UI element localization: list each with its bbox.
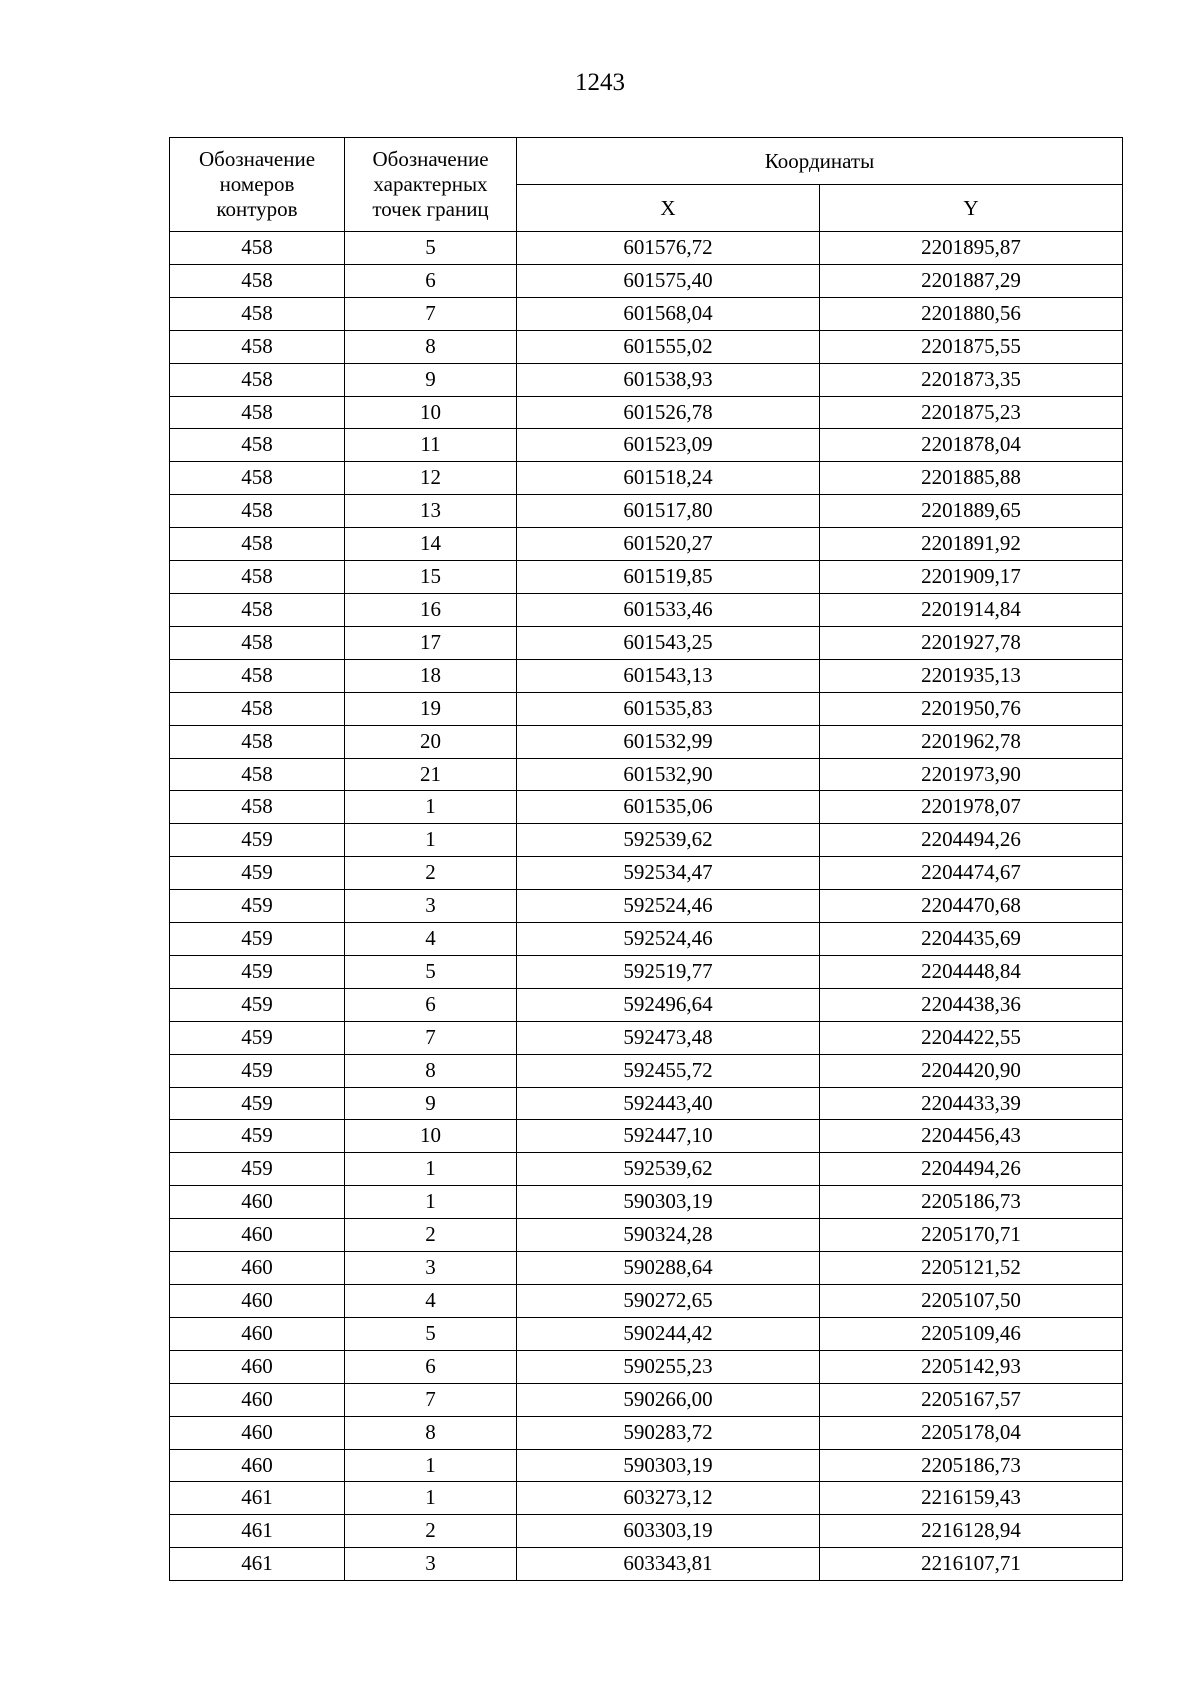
table-row <box>170 1021 1123 1054</box>
cell-y: 2204470,68 <box>820 890 1123 923</box>
table-row <box>170 1219 1123 1252</box>
table-row <box>170 330 1123 363</box>
cell-contour-number: 459 <box>170 1153 345 1186</box>
cell-x: 601532,90 <box>517 758 820 791</box>
cell-y: 2204433,39 <box>820 1087 1123 1120</box>
cell-y: 2201875,55 <box>820 330 1123 363</box>
header-line: характерных <box>373 172 488 196</box>
cell-contour-number: 458 <box>170 659 345 692</box>
table-row <box>170 659 1123 692</box>
table-row <box>170 955 1123 988</box>
table-body <box>170 232 1123 1581</box>
cell-y: 2204474,67 <box>820 857 1123 890</box>
cell-y: 2216128,94 <box>820 1515 1123 1548</box>
cell-y: 2204448,84 <box>820 955 1123 988</box>
cell-x: 601518,24 <box>517 462 820 495</box>
cell-x: 601555,02 <box>517 330 820 363</box>
cell-point-number: 1 <box>345 824 517 857</box>
cell-y: 2201962,78 <box>820 725 1123 758</box>
cell-x: 601543,13 <box>517 659 820 692</box>
cell-x: 592455,72 <box>517 1054 820 1087</box>
cell-contour-number: 458 <box>170 232 345 265</box>
cell-point-number: 11 <box>345 429 517 462</box>
cell-point-number: 5 <box>345 232 517 265</box>
cell-y: 2205107,50 <box>820 1285 1123 1318</box>
cell-point-number: 2 <box>345 1515 517 1548</box>
cell-point-number: 10 <box>345 1120 517 1153</box>
cell-y: 2201895,87 <box>820 232 1123 265</box>
cell-point-number: 7 <box>345 297 517 330</box>
cell-contour-number: 459 <box>170 923 345 956</box>
cell-x: 592443,40 <box>517 1087 820 1120</box>
cell-x: 601532,99 <box>517 725 820 758</box>
cell-y: 2204422,55 <box>820 1021 1123 1054</box>
cell-y: 2205170,71 <box>820 1219 1123 1252</box>
table-row <box>170 1120 1123 1153</box>
cell-point-number: 1 <box>345 1449 517 1482</box>
cell-contour-number: 460 <box>170 1219 345 1252</box>
cell-contour-number: 458 <box>170 495 345 528</box>
table-row <box>170 462 1123 495</box>
table-row <box>170 1350 1123 1383</box>
cell-contour-number: 460 <box>170 1252 345 1285</box>
table-row <box>170 725 1123 758</box>
cell-point-number: 8 <box>345 330 517 363</box>
cell-contour-number: 460 <box>170 1449 345 1482</box>
cell-contour-number: 458 <box>170 528 345 561</box>
cell-point-number: 20 <box>345 725 517 758</box>
cell-point-number: 8 <box>345 1416 517 1449</box>
cell-contour-number: 460 <box>170 1350 345 1383</box>
table-row <box>170 1317 1123 1350</box>
cell-y: 2201978,07 <box>820 791 1123 824</box>
table-row <box>170 1449 1123 1482</box>
cell-point-number: 5 <box>345 955 517 988</box>
cell-x: 601519,85 <box>517 561 820 594</box>
cell-contour-number: 458 <box>170 363 345 396</box>
cell-y: 2201875,23 <box>820 396 1123 429</box>
cell-x: 601535,83 <box>517 692 820 725</box>
cell-x: 592519,77 <box>517 955 820 988</box>
cell-point-number: 3 <box>345 1548 517 1581</box>
cell-contour-number: 458 <box>170 593 345 626</box>
table-row <box>170 1548 1123 1581</box>
cell-contour-number: 460 <box>170 1285 345 1318</box>
cell-y: 2201909,17 <box>820 561 1123 594</box>
cell-y: 2205167,57 <box>820 1383 1123 1416</box>
table-row <box>170 692 1123 725</box>
cell-x: 592496,64 <box>517 988 820 1021</box>
cell-x: 592539,62 <box>517 824 820 857</box>
table-row <box>170 1383 1123 1416</box>
cell-contour-number: 459 <box>170 857 345 890</box>
cell-contour-number: 459 <box>170 955 345 988</box>
cell-x: 601523,09 <box>517 429 820 462</box>
coordinates-table <box>169 137 1123 1581</box>
cell-contour-number: 459 <box>170 1087 345 1120</box>
cell-x: 592447,10 <box>517 1120 820 1153</box>
cell-contour-number: 460 <box>170 1383 345 1416</box>
cell-x: 590283,72 <box>517 1416 820 1449</box>
cell-x: 590244,42 <box>517 1317 820 1350</box>
cell-point-number: 12 <box>345 462 517 495</box>
cell-point-number: 17 <box>345 626 517 659</box>
cell-y: 2205109,46 <box>820 1317 1123 1350</box>
cell-contour-number: 458 <box>170 429 345 462</box>
table-header <box>170 138 1123 232</box>
cell-x: 590266,00 <box>517 1383 820 1416</box>
table-row <box>170 593 1123 626</box>
cell-x: 601526,78 <box>517 396 820 429</box>
cell-x: 592524,46 <box>517 923 820 956</box>
table-row <box>170 1087 1123 1120</box>
table-row <box>170 297 1123 330</box>
cell-contour-number: 458 <box>170 725 345 758</box>
cell-contour-number: 458 <box>170 758 345 791</box>
cell-x: 590272,65 <box>517 1285 820 1318</box>
cell-point-number: 21 <box>345 758 517 791</box>
cell-x: 601533,46 <box>517 593 820 626</box>
cell-point-number: 7 <box>345 1021 517 1054</box>
table-row <box>170 824 1123 857</box>
cell-contour-number: 459 <box>170 824 345 857</box>
table-row <box>170 1515 1123 1548</box>
cell-x: 601576,72 <box>517 232 820 265</box>
cell-y: 2201950,76 <box>820 692 1123 725</box>
cell-y: 2201889,65 <box>820 495 1123 528</box>
cell-contour-number: 461 <box>170 1515 345 1548</box>
table-row <box>170 363 1123 396</box>
cell-point-number: 6 <box>345 1350 517 1383</box>
cell-contour-number: 460 <box>170 1317 345 1350</box>
cell-y: 2205121,52 <box>820 1252 1123 1285</box>
page-number: 1243 <box>575 69 625 96</box>
cell-point-number: 15 <box>345 561 517 594</box>
table-row <box>170 890 1123 923</box>
cell-y: 2204456,43 <box>820 1120 1123 1153</box>
cell-y: 2204494,26 <box>820 824 1123 857</box>
table-row <box>170 1482 1123 1515</box>
cell-point-number: 1 <box>345 1482 517 1515</box>
cell-contour-number: 458 <box>170 626 345 659</box>
cell-contour-number: 458 <box>170 264 345 297</box>
header-coordinates: Координаты <box>517 138 1123 185</box>
cell-contour-number: 459 <box>170 1021 345 1054</box>
cell-y: 2201887,29 <box>820 264 1123 297</box>
cell-point-number: 13 <box>345 495 517 528</box>
table-row <box>170 1186 1123 1219</box>
cell-y: 2205142,93 <box>820 1350 1123 1383</box>
table-row <box>170 1153 1123 1186</box>
cell-y: 2204435,69 <box>820 923 1123 956</box>
cell-x: 601543,25 <box>517 626 820 659</box>
table-row <box>170 857 1123 890</box>
header-line: номеров <box>219 172 295 196</box>
cell-contour-number: 460 <box>170 1416 345 1449</box>
cell-point-number: 19 <box>345 692 517 725</box>
cell-x: 590303,19 <box>517 1449 820 1482</box>
cell-y: 2201891,92 <box>820 528 1123 561</box>
cell-point-number: 18 <box>345 659 517 692</box>
cell-point-number: 3 <box>345 890 517 923</box>
cell-point-number: 9 <box>345 363 517 396</box>
cell-point-number: 9 <box>345 1087 517 1120</box>
cell-y: 2201973,90 <box>820 758 1123 791</box>
cell-contour-number: 458 <box>170 462 345 495</box>
table-row <box>170 264 1123 297</box>
cell-y: 2204420,90 <box>820 1054 1123 1087</box>
header-line: Обозначение <box>198 147 316 171</box>
cell-x: 590303,19 <box>517 1186 820 1219</box>
cell-x: 603343,81 <box>517 1548 820 1581</box>
cell-x: 592524,46 <box>517 890 820 923</box>
table-row <box>170 923 1123 956</box>
cell-y: 2205186,73 <box>820 1449 1123 1482</box>
cell-y: 2205186,73 <box>820 1186 1123 1219</box>
cell-contour-number: 459 <box>170 988 345 1021</box>
cell-contour-number: 458 <box>170 692 345 725</box>
cell-y: 2216159,43 <box>820 1482 1123 1515</box>
cell-x: 601575,40 <box>517 264 820 297</box>
cell-contour-number: 461 <box>170 1548 345 1581</box>
header-line: точек границ <box>372 197 489 221</box>
cell-y: 2204494,26 <box>820 1153 1123 1186</box>
cell-x: 590324,28 <box>517 1219 820 1252</box>
cell-y: 2201935,13 <box>820 659 1123 692</box>
cell-y: 2201914,84 <box>820 593 1123 626</box>
cell-x: 601517,80 <box>517 495 820 528</box>
cell-point-number: 4 <box>345 923 517 956</box>
cell-contour-number: 458 <box>170 330 345 363</box>
cell-point-number: 4 <box>345 1285 517 1318</box>
table-row <box>170 1285 1123 1318</box>
cell-point-number: 5 <box>345 1317 517 1350</box>
cell-x: 601535,06 <box>517 791 820 824</box>
cell-x: 601568,04 <box>517 297 820 330</box>
cell-point-number: 2 <box>345 857 517 890</box>
cell-x: 590255,23 <box>517 1350 820 1383</box>
cell-y: 2201880,56 <box>820 297 1123 330</box>
table-row <box>170 1416 1123 1449</box>
table-row <box>170 232 1123 265</box>
header-line: Обозначение <box>372 147 489 171</box>
cell-x: 601520,27 <box>517 528 820 561</box>
header-contour-number <box>170 138 345 232</box>
cell-y: 2204438,36 <box>820 988 1123 1021</box>
cell-x: 603273,12 <box>517 1482 820 1515</box>
cell-x: 592534,47 <box>517 857 820 890</box>
header-x: X <box>517 185 820 232</box>
cell-contour-number: 459 <box>170 1054 345 1087</box>
table-row <box>170 988 1123 1021</box>
cell-contour-number: 461 <box>170 1482 345 1515</box>
table-row <box>170 396 1123 429</box>
cell-point-number: 14 <box>345 528 517 561</box>
cell-point-number: 1 <box>345 791 517 824</box>
cell-point-number: 7 <box>345 1383 517 1416</box>
cell-point-number: 8 <box>345 1054 517 1087</box>
header-line: контуров <box>216 197 298 221</box>
cell-contour-number: 459 <box>170 890 345 923</box>
cell-point-number: 2 <box>345 1219 517 1252</box>
cell-x: 601538,93 <box>517 363 820 396</box>
cell-x: 592539,62 <box>517 1153 820 1186</box>
cell-contour-number: 458 <box>170 561 345 594</box>
table-row <box>170 626 1123 659</box>
table-row <box>170 429 1123 462</box>
table-row <box>170 1054 1123 1087</box>
cell-y: 2201873,35 <box>820 363 1123 396</box>
cell-point-number: 10 <box>345 396 517 429</box>
cell-point-number: 3 <box>345 1252 517 1285</box>
cell-x: 590288,64 <box>517 1252 820 1285</box>
cell-contour-number: 458 <box>170 297 345 330</box>
cell-y: 2205178,04 <box>820 1416 1123 1449</box>
table-row <box>170 791 1123 824</box>
cell-point-number: 6 <box>345 264 517 297</box>
cell-y: 2216107,71 <box>820 1548 1123 1581</box>
table-row <box>170 1252 1123 1285</box>
cell-point-number: 6 <box>345 988 517 1021</box>
cell-y: 2201885,88 <box>820 462 1123 495</box>
cell-contour-number: 458 <box>170 791 345 824</box>
cell-point-number: 16 <box>345 593 517 626</box>
table-row <box>170 758 1123 791</box>
cell-point-number: 1 <box>345 1186 517 1219</box>
cell-point-number: 1 <box>345 1153 517 1186</box>
table-row <box>170 495 1123 528</box>
cell-contour-number: 458 <box>170 396 345 429</box>
cell-x: 592473,48 <box>517 1021 820 1054</box>
table-row <box>170 561 1123 594</box>
cell-y: 2201927,78 <box>820 626 1123 659</box>
table-row <box>170 528 1123 561</box>
cell-contour-number: 459 <box>170 1120 345 1153</box>
header-point-designation <box>345 138 517 232</box>
cell-x: 603303,19 <box>517 1515 820 1548</box>
header-y: Y <box>820 185 1123 232</box>
cell-contour-number: 460 <box>170 1186 345 1219</box>
cell-y: 2201878,04 <box>820 429 1123 462</box>
